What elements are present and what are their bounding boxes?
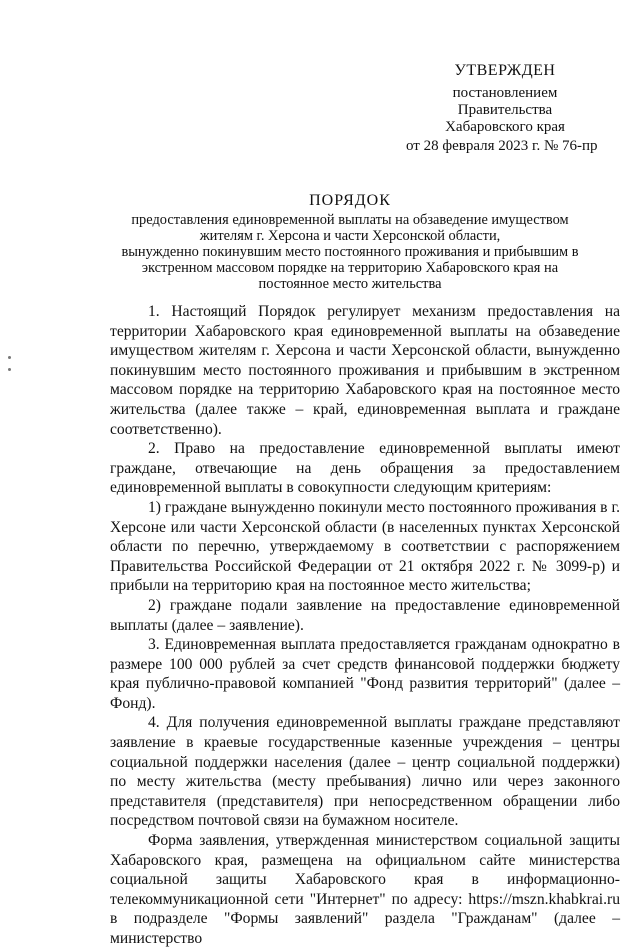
subtitle-line: вынужденно покинувшим место постоянного проживания и прибывшим в (121, 244, 579, 260)
document-title: ПОРЯДОК (309, 192, 391, 209)
paragraph-4: 4. Для получения единовременной выплаты граждане представляют заявление в краевые государственные казенные учреждения – центры социальной поддержки населения (далее – центр социальной поддержки) по месту жительства (месту пребывания) лично или через законного представителя (представителя) при непосредственном обращении либо посредством почтовой связи на бумажном носителе. (110, 714, 620, 830)
approval-line: Хабаровского края (445, 119, 565, 135)
document-body (110, 302, 620, 949)
subtitle-line: жителям г. Херсона и части Херсонской области, (199, 228, 501, 244)
subtitle-line: экстренном массовом порядке на территорию Хабаровского края на (141, 260, 559, 276)
paragraph-1: 1. Настоящий Порядок регулирует механизм предоставления на территории Хабаровского края единовременной выплаты на обзаведение имуществом жителям г. Херсона и части Херсонской области, вынужденно покинувшим место постоянного проживания и прибывшим в экстренном массовом порядке на территорию Хабаровского края на постоянное место жительства (далее также – край, единовременная выплата и граждане соответственно). (110, 303, 620, 438)
paragraph-4-form: Форма заявления, утвержденная министерством социальной защиты Хабаровского края, размещена на официальном сайте министерства социальной защиты Хабаровского края в информационно-телекоммуникационной сети "Интернет" по адресу: https://mszn.khabkrai.ru в подразделе "Формы заявлений" раздела "Гражданам" (далее – министерство (110, 832, 620, 947)
scan-speck (8, 368, 11, 371)
paragraph-2-item-2: 2) граждане подали заявление на предоставление единовременной выплаты (далее – заявление). (110, 596, 620, 634)
approval-line: Правительства (457, 102, 553, 118)
scan-speck (8, 356, 11, 359)
approval-title: УТВЕРЖДЕН (454, 62, 556, 79)
document-subtitle (100, 212, 600, 292)
subtitle-line: предоставления единовременной выплаты на обзаведение имуществом (131, 212, 569, 228)
approval-line: постановлением (452, 85, 558, 101)
approval-block (380, 62, 630, 155)
approval-date: от 28 февраля 2023 г. № 76-пр (406, 138, 598, 154)
paragraph-2-item-1: 1) граждане вынужденно покинули место постоянного проживания в г. Херсоне или части Херсонской области (в населенных пунктах Херсонской области по перечню, утверждаемому в соответствии с распоряжением Правительства Российской Федерации от 21 октября 2022 г. № 3099-р) и прибыли на территорию края на постоянное место жительства; (110, 498, 620, 595)
paragraph-3: 3. Единовременная выплата предоставляется гражданам однократно в размере 100 000 рублей за счет средств финансовой поддержки бюджету края публично-правовой компанией "Фонд развития территорий" (далее – Фонд). (110, 636, 620, 712)
paragraph-2: 2. Право на предоставление единовременной выплаты имеют граждане, отвечающие на день обращения за предоставлением единовременной выплаты в совокупности следующим критериям: (110, 440, 620, 497)
subtitle-line: постоянное место жительства (258, 276, 442, 292)
